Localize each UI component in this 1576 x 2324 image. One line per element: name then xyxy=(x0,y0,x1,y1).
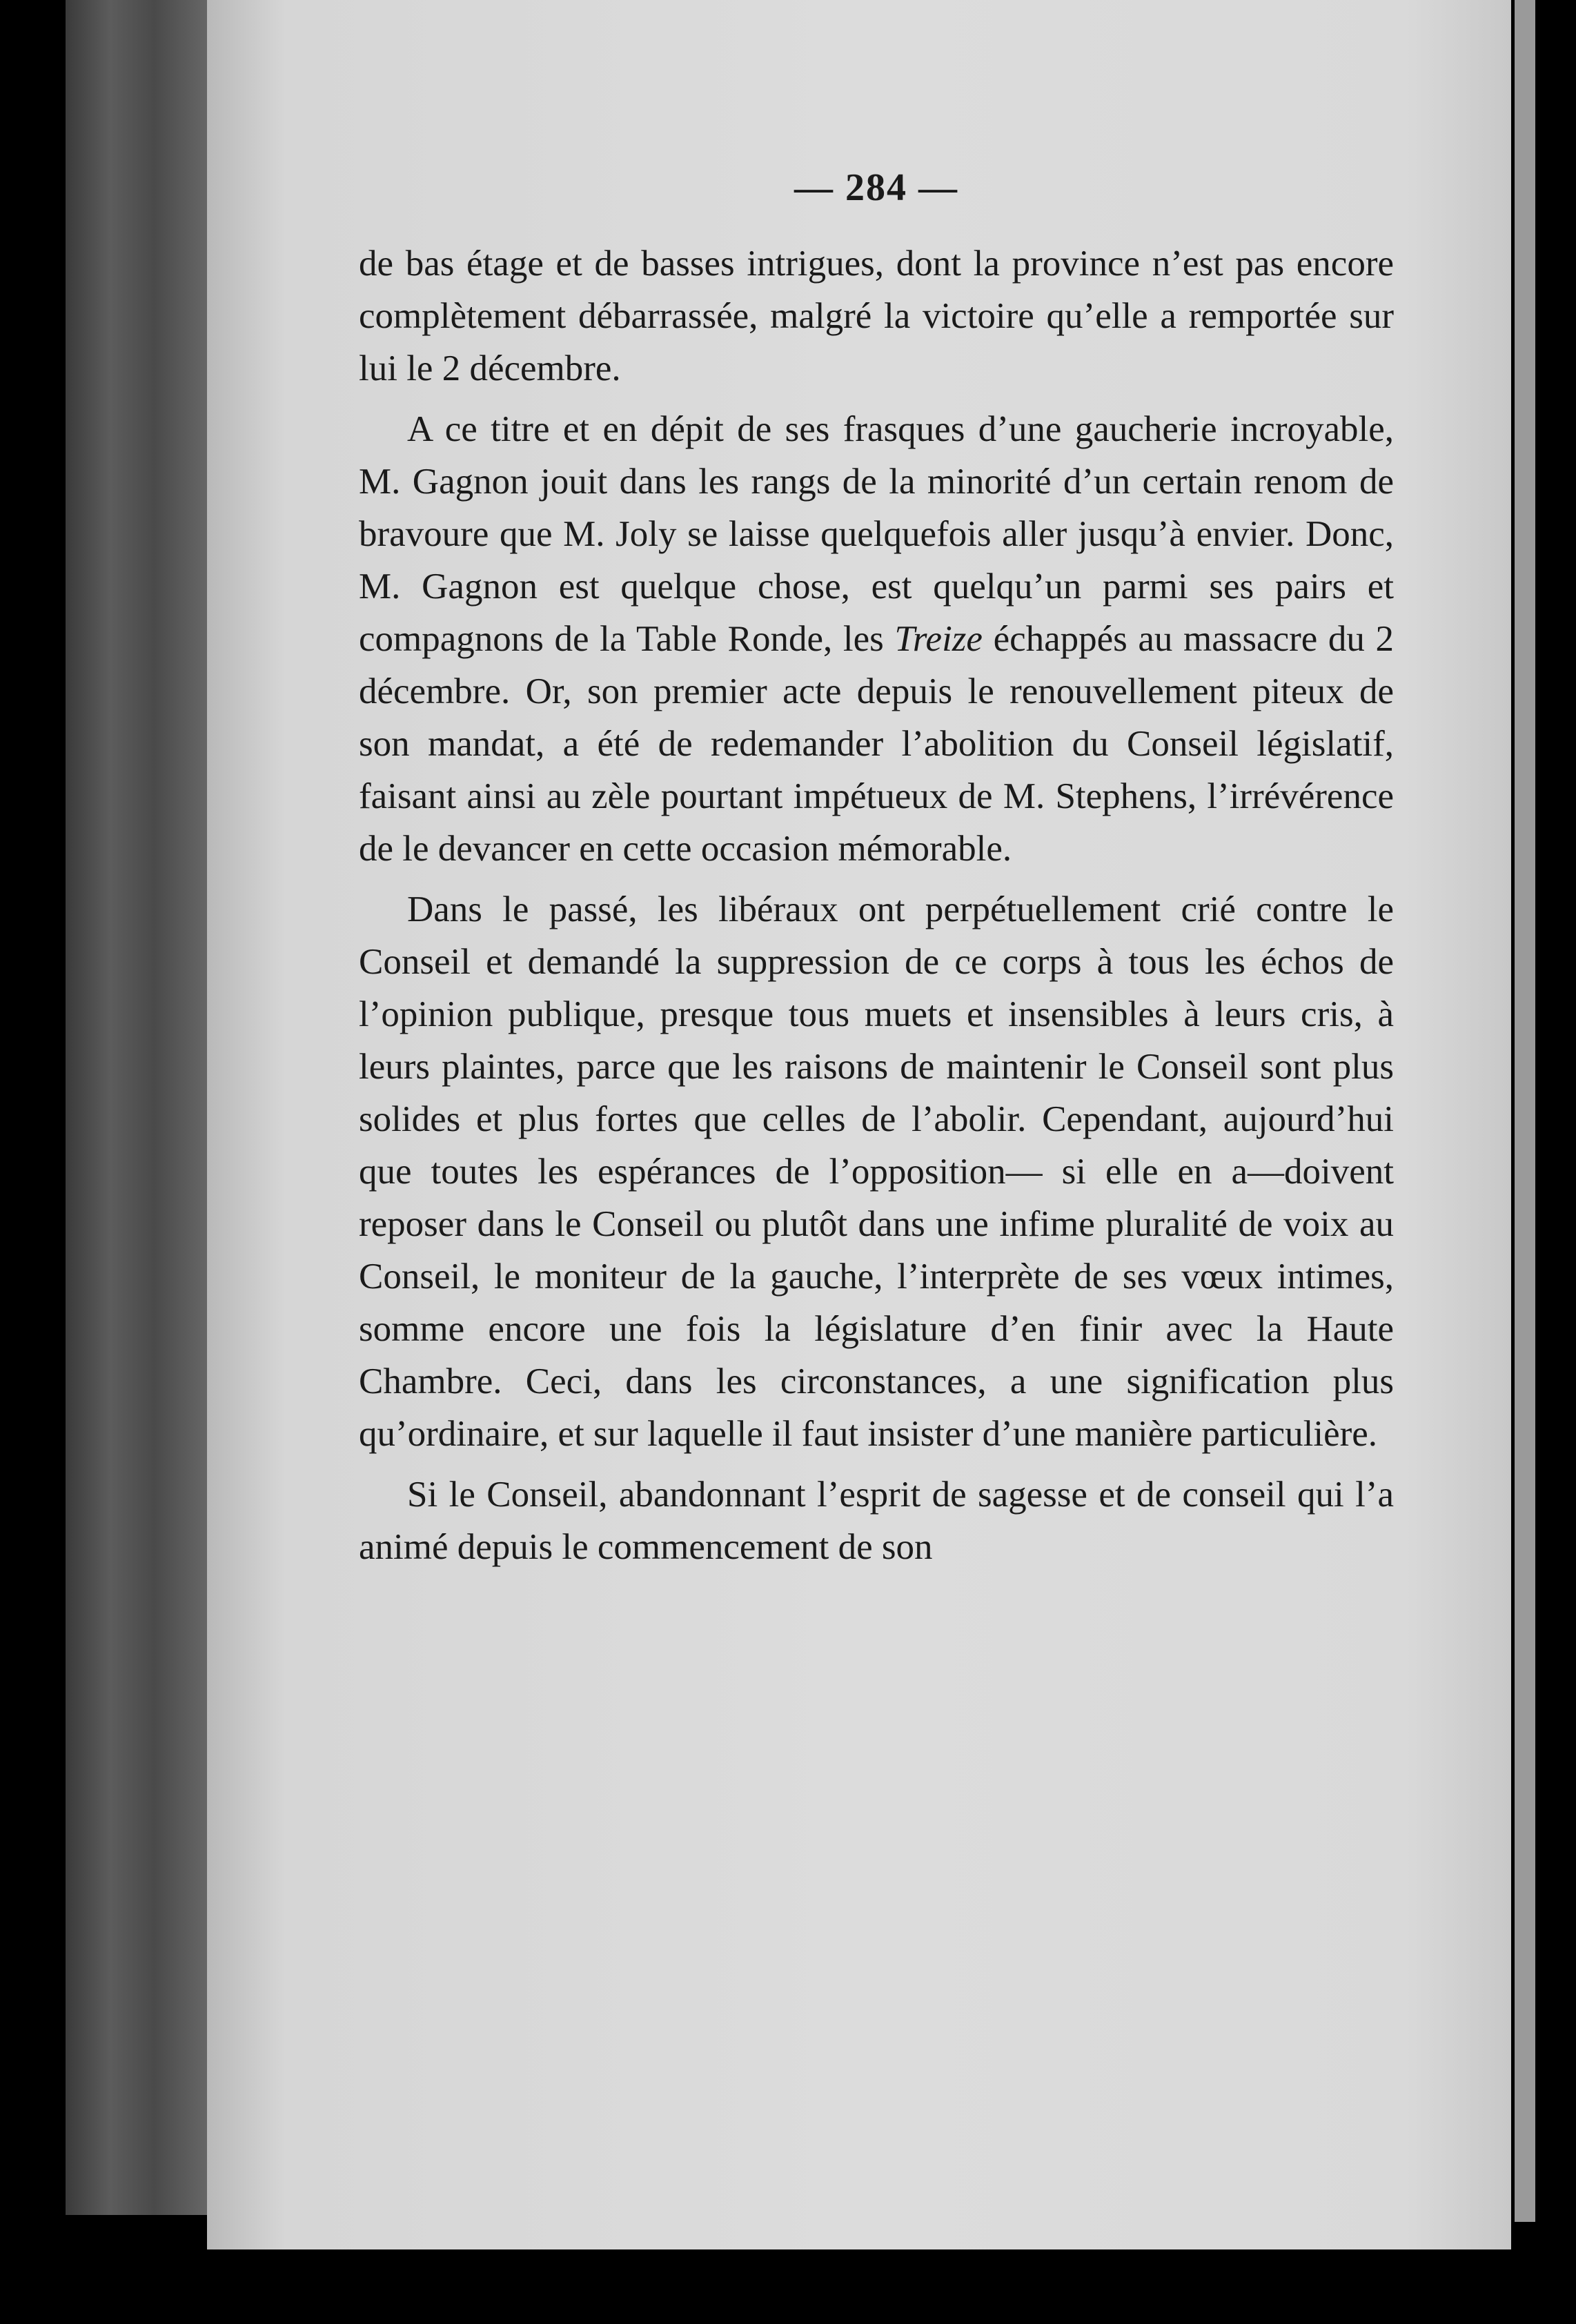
book-spine xyxy=(66,0,214,2215)
paragraph-1-text: de bas étage et de basses intrigues, dont la province n’est pas encore complètement débarrassée, malgré la victoire qu’elle a remportée sur lui le 2 décembre. xyxy=(359,244,1394,388)
paragraph-2-text-b: échappés au massacre du 2 décembre. Or, son premier acte depuis le renouvellement piteux de son mandat, a été de redemander l’abolition du Conseil législatif, faisant ainsi au zèle pourtant impétueux de M. Stephens, l’irrévérence de le devancer en cette occasion mémorable. xyxy=(359,619,1394,869)
paragraph-3 xyxy=(359,883,1394,1460)
text-block xyxy=(359,166,1394,1582)
paragraph-3-text: Dans le passé, les libéraux ont perpétuellement crié contre le Conseil et demandé la suppression de ce corps à tous les échos de l’opinion publique, presque tous muets et insensibles à leurs cris, à leurs plaintes, parce que les raisons de maintenir le Conseil sont plus solides et plus fortes que celles de l’abolir. Cependant, aujourd’hui que toutes les espérances de l’opposition— si elle en a—doivent reposer dans le Conseil ou plutôt dans une infime pluralité de voix au Conseil, le moniteur de la gauche, l’interprète de ses vœux intimes, somme encore une fois la législature d’en finir avec la Haute Chambre. Ceci, dans les circonstances, a une signification plus qu’ordinaire, et sur laquelle il faut insister d’une manière particulière. xyxy=(359,889,1394,1454)
paragraph-2-italic-treize: Treize xyxy=(894,619,983,659)
paragraph-2-text-a: A ce titre et en dépit de ses frasques d’une gaucherie incroyable, M. Gagnon jouit dans les rangs de la minorité d’un certain renom de bravoure que M. Joly se laisse quelquefois aller jusqu’à envier. Donc, M. Gagnon est quelque chose, est quelqu’un parmi ses pairs et compagnons de la Table Ronde, les xyxy=(359,409,1394,659)
paragraph-4-text: Si le Conseil, abandonnant l’esprit de sagesse et de conseil qui l’a animé depuis le commencement de son xyxy=(359,1475,1394,1567)
paragraph-1 xyxy=(359,237,1394,395)
paragraph-2 xyxy=(359,403,1394,875)
page-number: — 284 — xyxy=(794,166,958,209)
next-page-edge xyxy=(1515,0,1535,2222)
paragraph-4 xyxy=(359,1468,1394,1573)
